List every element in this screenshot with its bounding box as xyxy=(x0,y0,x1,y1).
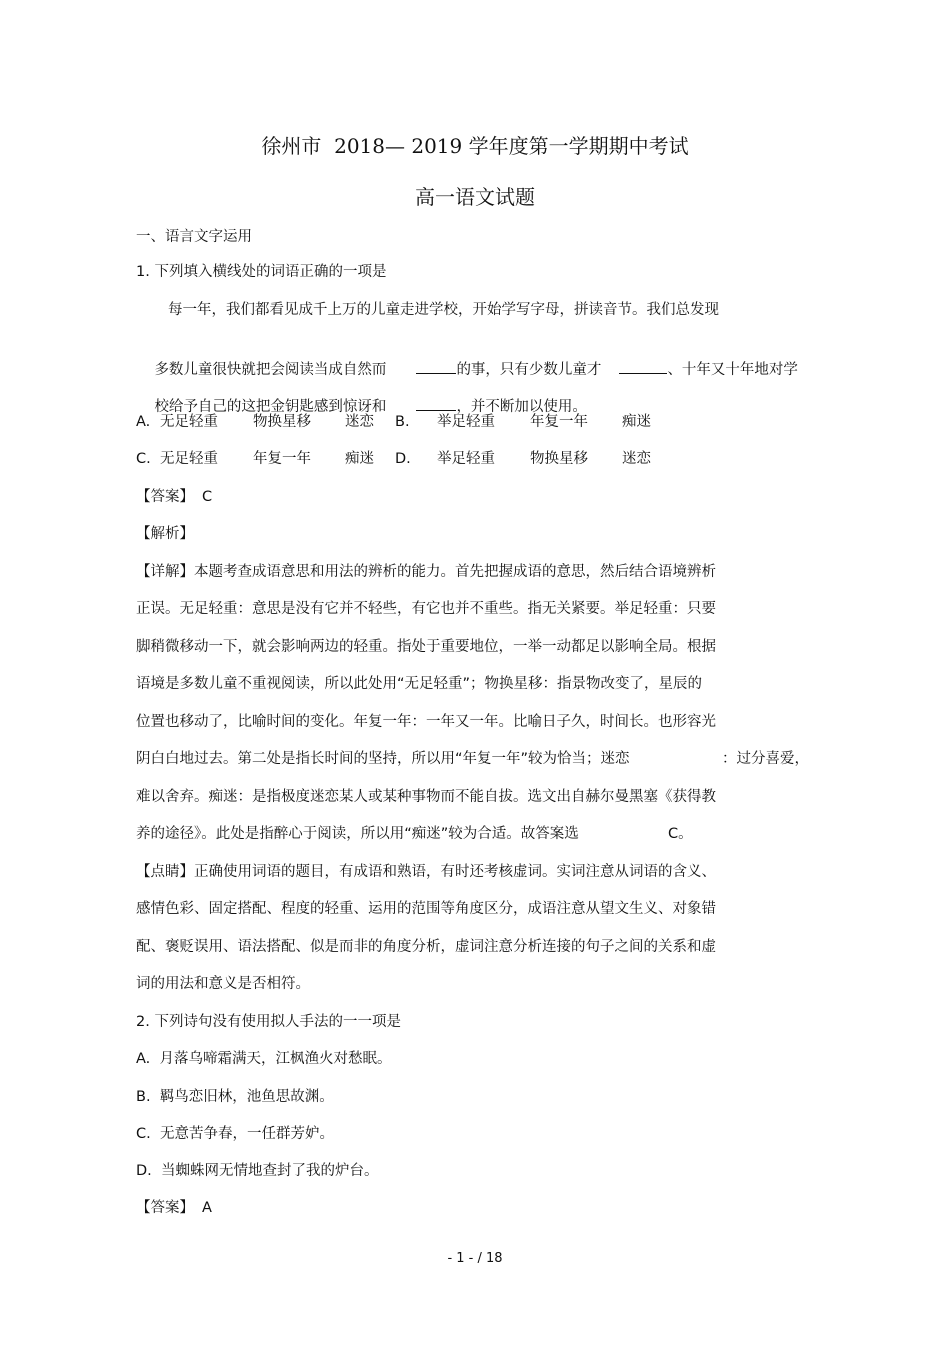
detail-line-1: 【详解】本题考查成语意思和用法的辨析的能力。首先把握成语的意思，然后结合语境辨析 xyxy=(136,564,716,580)
detail-line-7: 难以舍弃。痴迷：是指极度迷恋某人或某种事物而不能自拔。选文出自赫尔曼黑塞《获得教 xyxy=(136,789,716,805)
detail-line-6-end: ：过分喜爱， xyxy=(722,751,809,767)
q2-option-b: B. 羁鸟恋旧林，池鱼思故渊。 xyxy=(136,1089,334,1105)
answer-label: 【答案】 xyxy=(136,489,194,505)
passage-text: 的事，只有少数儿童才 xyxy=(456,362,602,378)
q2-option-d: D. 当蜘蛛网无情地查封了我的炉台。 xyxy=(136,1163,379,1179)
option-b-word-1: 举足轻重 xyxy=(437,414,495,430)
passage-line-1: 每一年，我们都看见成千上万的儿童走进学校，开始学写字母，拼读音节。我们总发现 xyxy=(168,302,719,318)
detail-line-8: 养的途径》。此处是指醉心于阅读，所以用“痴迷”较为合适。故答案选 xyxy=(136,826,579,842)
passage-text: 、十年又十年地对学 xyxy=(667,362,798,378)
detail-line-2: 正误。无足轻重：意思是没有它并不轻些，有它也并不重些。指无关紧要。举足轻重：只要 xyxy=(136,601,716,617)
exam-title: 徐州市 2018— 2019 学年度第一学期期中考试 xyxy=(261,134,689,158)
option-d-label: D. xyxy=(395,451,411,467)
detail-line-6: 阴白白地过去。第二处是指长时间的坚持，所以用“年复一年”较为恰当；迷恋 xyxy=(136,751,630,767)
option-b-word-2: 年复一年 xyxy=(530,414,588,430)
fill-blank-1 xyxy=(416,357,456,374)
tip-line-1: 【点睛】正确使用词语的题目，有成语和熟语，有时还考核虚词。实词注意从词语的含义、 xyxy=(136,864,716,880)
option-c-label: C. xyxy=(136,451,151,467)
option-a-word-2: 物换星移 xyxy=(253,414,311,430)
option-a-word-1: 无足轻重 xyxy=(160,414,218,430)
option-b-label: B. xyxy=(395,414,410,430)
passage-text: 多数儿童很快就把会阅读当成自然而 xyxy=(154,362,387,378)
answer-1 xyxy=(136,487,212,507)
detail-line-8-end: C。 xyxy=(668,826,693,842)
option-d-word-1: 举足轻重 xyxy=(437,451,495,467)
detail-line-3: 脚稍微移动一下，就会影响两边的轻重。指处于重要地位，一举一动都足以影响全局。根据 xyxy=(136,639,716,655)
fill-blank-3 xyxy=(416,394,456,411)
answer-value: A xyxy=(202,1200,212,1216)
section-heading: 一、语言文字运用 xyxy=(136,229,252,245)
q2-option-a: A. 月落乌啼霜满天，江枫渔火对愁眠。 xyxy=(136,1051,392,1067)
detail-line-4: 语境是多数儿童不重视阅读，所以此处用“无足轻重”；物换星移：指景物改变了，星辰的 xyxy=(136,676,703,692)
passage-text: ，并不断加以使用。 xyxy=(456,399,587,415)
option-b-word-3: 痴迷 xyxy=(622,414,651,430)
q2-option-c: C. 无意苦争春，一任群芳妒。 xyxy=(136,1126,334,1142)
fill-blank-2 xyxy=(619,357,667,374)
page-number: - 1 - / 18 xyxy=(447,1251,503,1266)
question-2-stem: 2. 下列诗句没有使用拟人手法的一一项是 xyxy=(136,1014,401,1030)
option-a-label: A. xyxy=(136,414,151,430)
option-c-word-1: 无足轻重 xyxy=(160,451,218,467)
option-c-word-3: 痴迷 xyxy=(345,451,374,467)
answer-label: 【答案】 xyxy=(136,1200,194,1216)
passage-text: 校给予自己的这把金钥匙感到惊讶和 xyxy=(154,399,387,415)
option-a-word-3: 迷恋 xyxy=(345,414,374,430)
detail-line-5: 位置也移动了，比喻时间的变化。年复一年：一年又一年。比喻日子久，时间长。也形容光 xyxy=(136,714,716,730)
option-d-word-3: 迷恋 xyxy=(622,451,651,467)
exam-subtitle: 高一语文试题 xyxy=(415,185,535,209)
tip-line-4: 词的用法和意义是否相符。 xyxy=(136,976,310,992)
answer-2 xyxy=(136,1198,212,1218)
answer-value: C xyxy=(202,489,213,505)
option-c-word-2: 年复一年 xyxy=(253,451,311,467)
analysis-label: 【解析】 xyxy=(136,526,194,542)
question-1-stem: 1. 下列填入横线处的词语正确的一项是 xyxy=(136,264,387,280)
option-d-word-2: 物换星移 xyxy=(530,451,588,467)
tip-line-3: 配、褒贬误用、语法搭配、似是而非的角度分析，虚词注意分析连接的句子之间的关系和虚 xyxy=(136,939,716,955)
tip-line-2: 感情色彩、固定搭配、程度的轻重、运用的范围等角度区分，成语注意从望文生义、对象错 xyxy=(136,901,716,917)
